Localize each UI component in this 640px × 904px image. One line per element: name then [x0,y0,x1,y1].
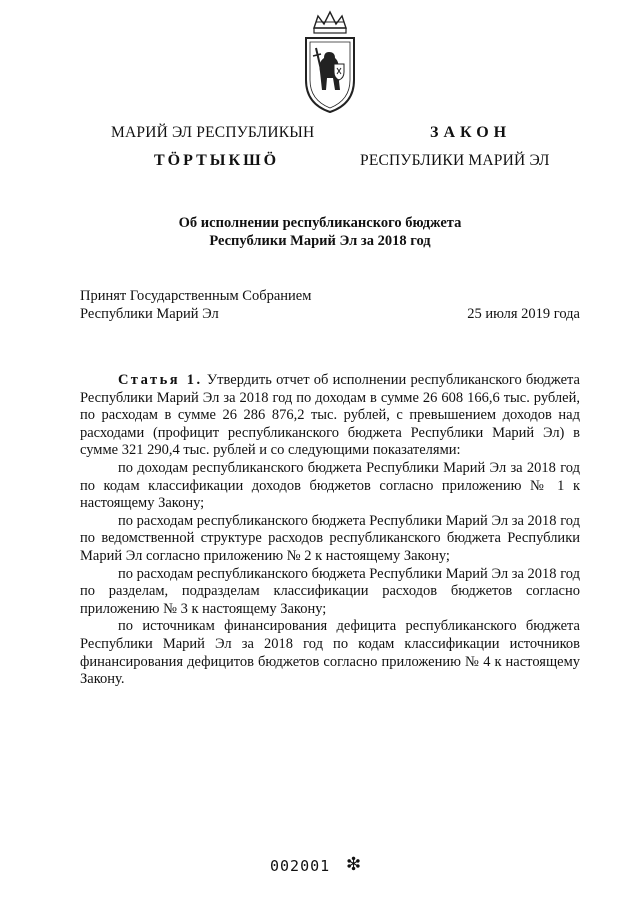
article-body [80,372,580,689]
article-intro-text: Утвердить отчет об исполнении республиканского бюджета Республики Марий Эл за 2018 год по доходам в сумме 26 608 166,6 тыс. рублей, по расходам в сумме 26 286 876,2 тыс. рублей, с превышением доходов над расходами (профицит республиканского бюджета Республики Марий Эл) в сумме 321 290,4 тыс. рублей и со следующими показателями: [80,372,580,459]
header-right-title: ЗАКОН [430,124,512,141]
article-heading: Статья 1. [118,372,203,388]
serial-number: 002001 [270,857,331,875]
document-title [0,214,640,250]
adoption-block [80,287,580,323]
coat-of-arms-emblem [302,8,358,114]
star-mark-icon: ❇ [346,854,362,874]
article-item: по доходам республиканского бюджета Республики Марий Эл за 2018 год по кодам классификации доходов бюджетов согласно приложению № 1 к настоящему Закону; [80,459,580,512]
article-item: по расходам республиканского бюджета Республики Марий Эл за 2018 год по ведомственной структуре расходов республиканского бюджета Республики Марий Эл согласно приложению № 2 к настоящему Закону; [80,512,580,564]
article-item: по расходам республиканского бюджета Республики Марий Эл за 2018 год по разделам, подразделам классификации расходов бюджетов согласно приложению № 3 к настоящему Закону; [80,565,580,617]
document-title-line1: Об исполнении республиканского бюджета [178,215,462,231]
header-left-title: МАРИЙ ЭЛ РЕСПУБЛИКЫН [111,124,315,141]
adoption-line2: Республики Марий Эл [80,306,219,322]
header-left-subtitle: ТӦРТЫКШӦ [154,152,280,169]
document-title-line2: Республики Марий Эл за 2018 год [209,233,431,249]
adoption-line1: Принят Государственным Собранием [80,288,312,304]
adoption-date: 25 июля 2019 года [467,306,580,322]
article-item: по источникам финансирования дефицита республиканского бюджета Республики Марий Эл за 2018 год по кодам классификации источников финансирования дефицитов бюджетов согласно приложению № 4 к настоящему Закону. [80,618,580,688]
article-intro-paragraph [80,372,580,460]
header-right-subtitle: РЕСПУБЛИКИ МАРИЙ ЭЛ [360,152,550,169]
